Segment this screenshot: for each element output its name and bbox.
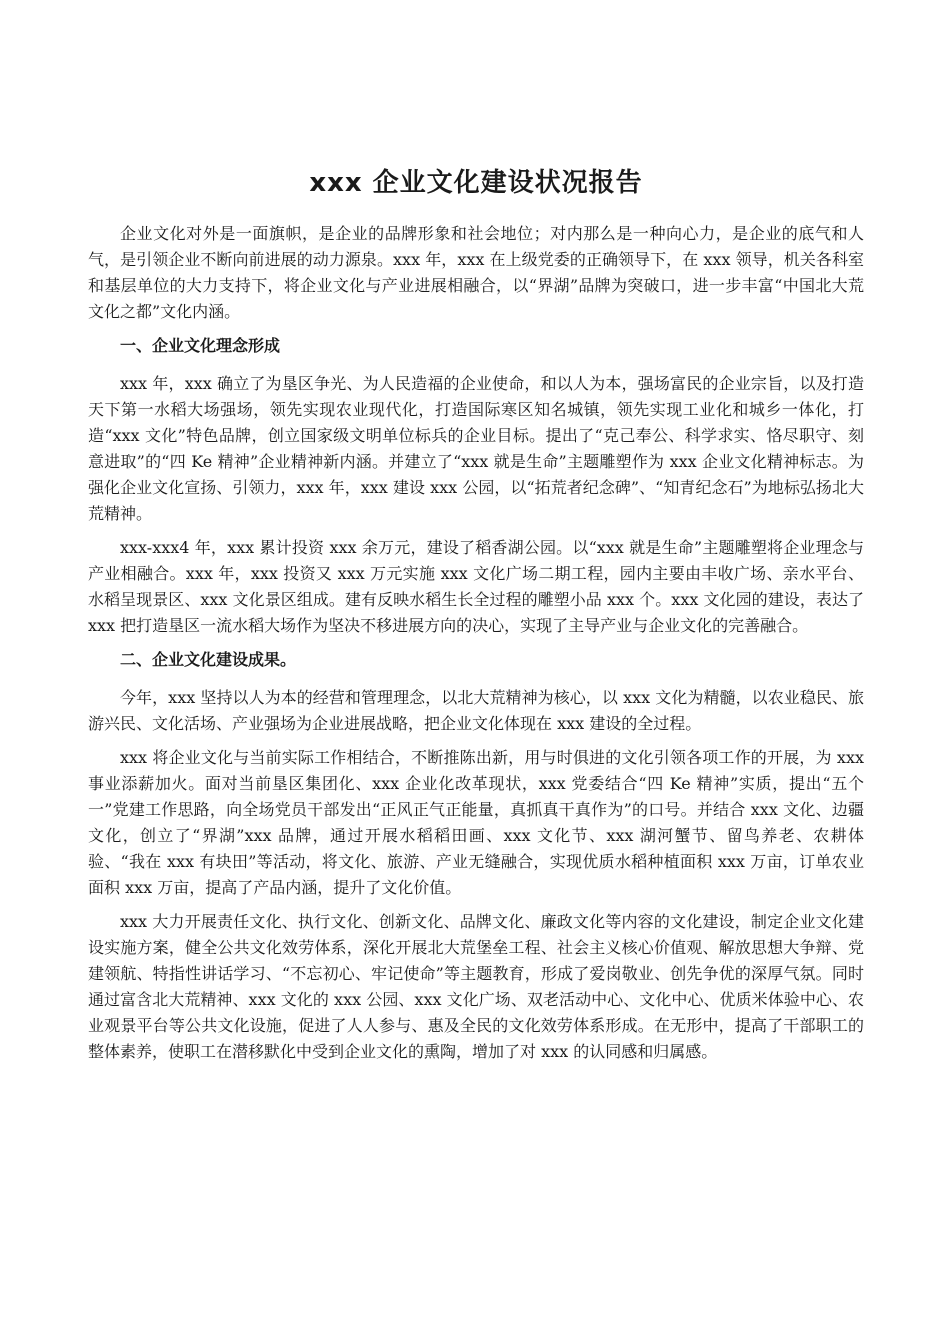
section2-paragraph-2: xxx 将企业文化与当前实际工作相结合，不断推陈出新，用与时俱进的文化引领各项工作的开展，为 xxx 事业添薪加火。面对当前垦区集团化、xxx 企业化改革现状，xxx 党委结合“四 Ke 精神”实质，提出“五个一”党建工作思路，向全场党员干部发出“正风正气正能量，真抓真干真作为”的口号。并结合 xxx 文化、边疆文化，创立了“界湖”xxx 品牌，通过开展水稻稻田画、xxx 文化节、xxx 湖河蟹节、留鸟养老、农耕体验、“我在 xxx 有块田”等活动，将文化、旅游、产业无缝融合，实现优质水稻种植面积 xxx 万亩，订单农业面积 xxx 万亩，提高了产品内涵，提升了文化价值。 (88, 748, 864, 897)
document-title: xxx 企业文化建设状况报告 (309, 168, 643, 198)
section2-paragraph-1: 今年，xxx 坚持以人为本的经营和管理理念，以北大荒精神为核心，以 xxx 文化为精髓，以农业稳民、旅游兴民、文化活场、产业强场为企业进展战略，把企业文化体现在 xxx 建设的全过程。 (88, 688, 864, 733)
section1-heading: 一、企业文化理念形成 (120, 336, 281, 355)
section1-paragraph-1: xxx 年，xxx 确立了为垦区争光、为人民造福的企业使命，和以人为本，强场富民的企业宗旨，以及打造天下第一水稻大场强场，领先实现农业现代化，打造国际寒区知名城镇，领先实现工业化和城乡一体化，打造“xxx 文化”特色品牌，创立国家级文明单位标兵的企业目标。提出了“克己奉公、科学求实、恪尽职守、刻意进取”的“四 Ke 精神”企业精神新内涵。并建立了“xxx 就是生命”主题雕塑作为 xxx 企业文化精神标志。为强化企业文化宣扬、引领力，xxx 年，xxx 建设 xxx 公园，以“拓荒者纪念碑”、“知青纪念石”为地标弘扬北大荒精神。 (88, 374, 864, 523)
section2-heading: 二、企业文化建设成果。 (120, 650, 297, 669)
intro-paragraph: 企业文化对外是一面旗帜，是企业的品牌形象和社会地位；对内那么是一种向心力，是企业的底气和人气，是引领企业不断向前进展的动力源泉。xxx 年，xxx 在上级党委的正确领导下，在 xxx 领导，机关各科室和基层单位的大力支持下，将企业文化与产业进展相融合，以“界湖”品牌为突破口，进一步丰富“中国北大荒文化之都”文化内涵。 (88, 224, 864, 321)
section1-paragraph-2: xxx-xxx4 年，xxx 累计投资 xxx 余万元，建设了稻香湖公园。以“xxx 就是生命”主题雕塑将企业理念与产业相融合。xxx 年，xxx 投资又 xxx 万元实施 xxx 文化广场二期工程，园内主要由丰收广场、亲水平台、水稻呈现景区、xxx 文化景区组成。建有反映水稻生长全过程的雕塑小品 xxx 个。xxx 文化园的建设，表达了 xxx 把打造垦区一流水稻大场作为坚决不移进展方向的决心，实现了主导产业与企业文化的完善融合。 (88, 538, 864, 635)
document-page (88, 150, 864, 1073)
section2-paragraph-3: xxx 大力开展责任文化、执行文化、创新文化、品牌文化、廉政文化等内容的文化建设，制定企业文化建设实施方案，健全公共文化效劳体系，深化开展北大荒堡垒工程、社会主义核心价值观、解放思想大争辩、党建领航、特指性讲话学习、“不忘初心、牢记使命”等主题教育，形成了爱岗敬业、创先争优的深厚气氛。同时通过富含北大荒精神、xxx 文化的 xxx 公园、xxx 文化广场、双老活动中心、文化中心、优质米体验中心、农业观景平台等公共文化设施，促进了人人参与、惠及全民的文化效劳体系形成。在无形中，提高了干部职工的整体素养，使职工在潜移默化中受到企业文化的熏陶，增加了对 xxx 的认同感和归属感。 (88, 912, 864, 1061)
